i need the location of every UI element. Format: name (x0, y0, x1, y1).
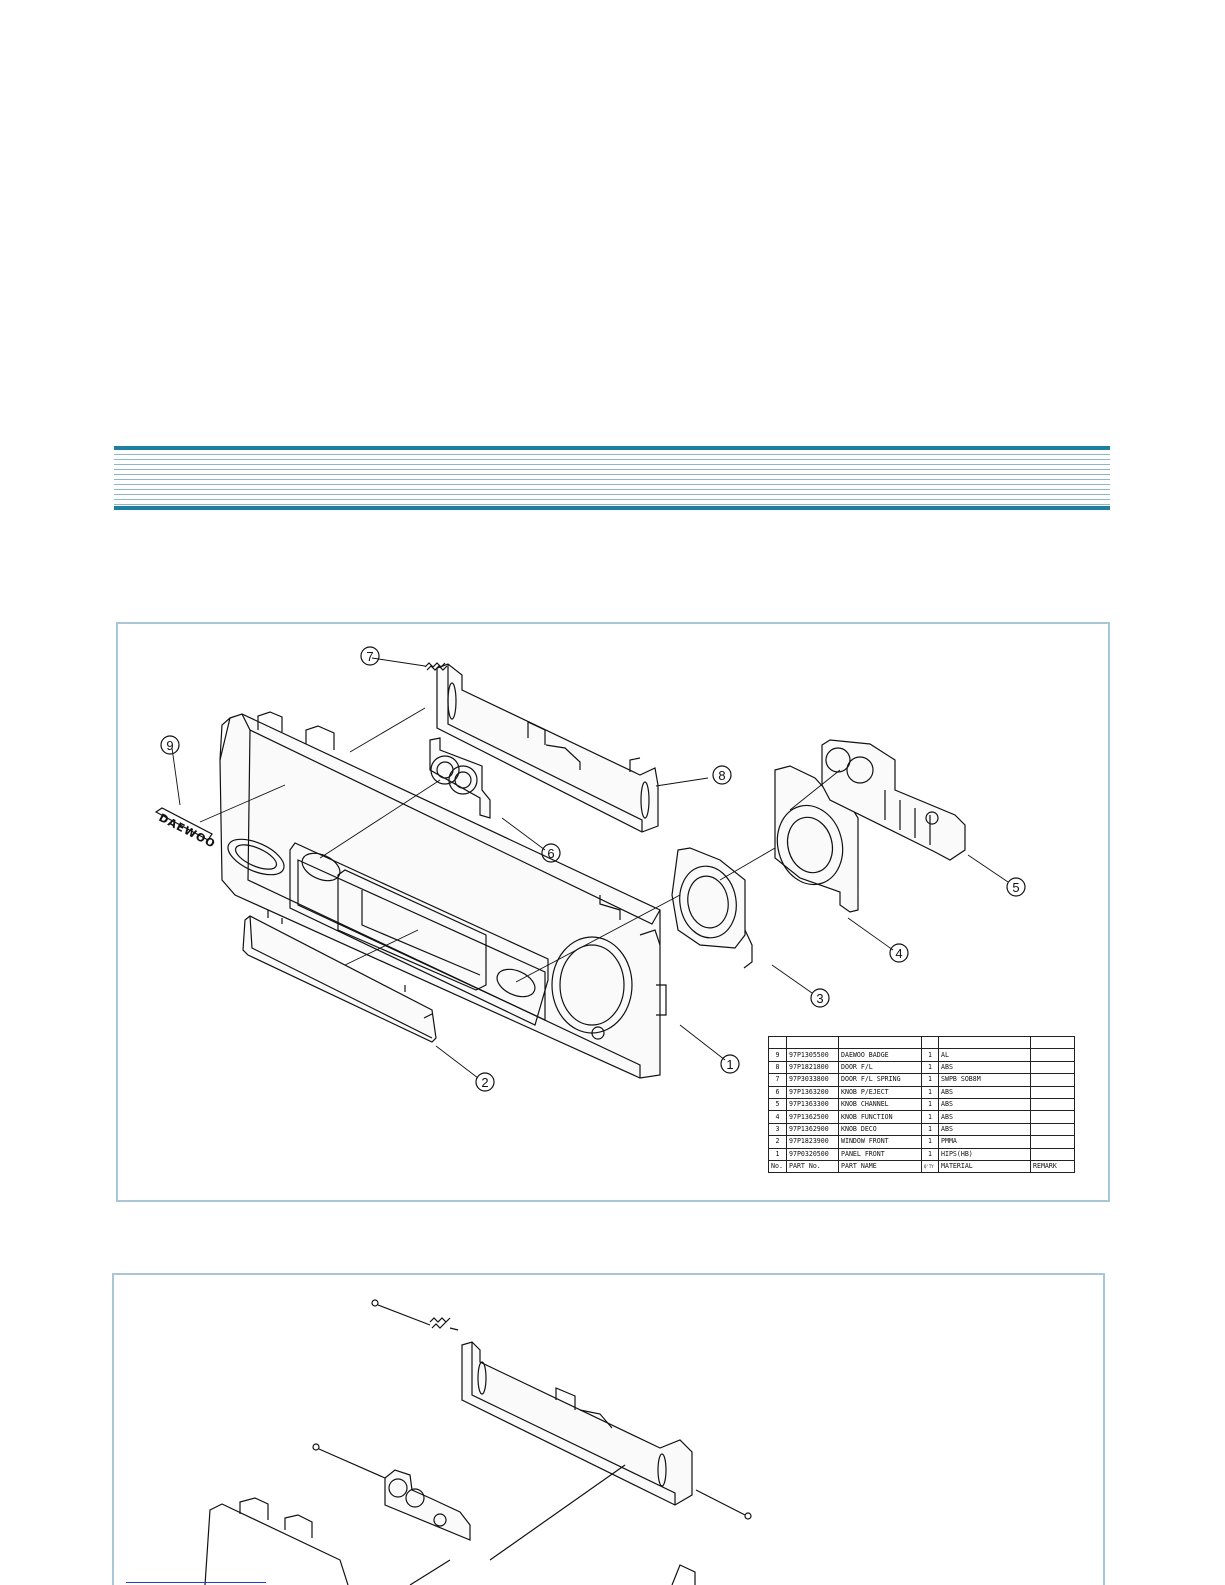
cell-no: 1 (769, 1148, 787, 1160)
col-part-no: PART No. (787, 1160, 839, 1172)
cell-part-name: DOOR F/L (839, 1061, 922, 1073)
cell-part-no: 97P1362500 (787, 1111, 839, 1123)
table-row (769, 1123, 1075, 1135)
cell-no: 5 (769, 1098, 787, 1110)
cell-qty: 1 (922, 1098, 939, 1110)
cell-qty: 1 (922, 1148, 939, 1160)
callout-label-8: 8 (718, 768, 726, 783)
cell-part-name: WINDOW FRONT (839, 1136, 922, 1148)
parts-table (768, 1036, 1075, 1173)
cell-remark (1031, 1111, 1075, 1123)
cell-remark (1031, 1136, 1075, 1148)
callout-label-1: 1 (726, 1057, 734, 1072)
cell-part-name: KNOB DECO (839, 1123, 922, 1135)
cell-no: 2 (769, 1136, 787, 1148)
table-header-row (769, 1160, 1075, 1172)
cell-qty: 1 (922, 1074, 939, 1086)
exploded-view-2-drawing (205, 1300, 751, 1585)
cell-no: 8 (769, 1061, 787, 1073)
table-row (769, 1111, 1075, 1123)
col-no: No. (769, 1160, 787, 1172)
cell-part-name: DAEWOO BADGE (839, 1049, 922, 1061)
table-row (769, 1148, 1075, 1160)
table-row (769, 1098, 1075, 1110)
cell-qty: 1 (922, 1061, 939, 1073)
cell-no: 7 (769, 1074, 787, 1086)
door-fl-part (437, 664, 658, 832)
cell-remark (1031, 1148, 1075, 1160)
cell-qty: 1 (922, 1049, 939, 1061)
callout-label-4: 4 (895, 946, 903, 961)
cell-qty: 1 (922, 1123, 939, 1135)
callout-label-6: 6 (547, 846, 555, 861)
table-row (769, 1086, 1075, 1098)
col-remark: REMARK (1031, 1160, 1075, 1172)
cell-remark (1031, 1061, 1075, 1073)
callout-label-7: 7 (366, 649, 374, 664)
cell-material: ABS (939, 1111, 1031, 1123)
cell-part-no: 97P1823900 (787, 1136, 839, 1148)
col-material: MATERIAL (939, 1160, 1031, 1172)
cell-part-no: 97P3033800 (787, 1074, 839, 1086)
cell-part-name: KNOB FUNCTION (839, 1111, 922, 1123)
cell-part-name: PANEL FRONT (839, 1148, 922, 1160)
cell-no: 4 (769, 1111, 787, 1123)
daewoo-badge-part (156, 808, 218, 851)
cell-part-name: KNOB P/EJECT (839, 1086, 922, 1098)
cell-material: HIPS(HB) (939, 1148, 1031, 1160)
table-row (769, 1037, 1075, 1049)
cell-material: ABS (939, 1061, 1031, 1073)
cell-remark (1031, 1049, 1075, 1061)
cell-material: ABS (939, 1123, 1031, 1135)
cell-qty: 1 (922, 1111, 939, 1123)
cell-part-no: 97P1305500 (787, 1049, 839, 1061)
col-part-name: PART NAME (839, 1160, 922, 1172)
table-row (769, 1061, 1075, 1073)
table-row (769, 1136, 1075, 1148)
cell-qty: 1 (922, 1136, 939, 1148)
cell-material: PMMA (939, 1136, 1031, 1148)
cell-material: ABS (939, 1098, 1031, 1110)
cell-part-name: DOOR F/L SPRING (839, 1074, 922, 1086)
table-row (769, 1074, 1075, 1086)
cell-part-no: 97P1821800 (787, 1061, 839, 1073)
parts-table-body (769, 1037, 1075, 1161)
cell-remark (1031, 1098, 1075, 1110)
callout-label-2: 2 (481, 1075, 489, 1090)
cell-part-no: 97P1363300 (787, 1098, 839, 1110)
cell-part-no: 97P0320500 (787, 1148, 839, 1160)
cell-no: 6 (769, 1086, 787, 1098)
knob-deco-part (672, 848, 752, 968)
cell-remark (1031, 1074, 1075, 1086)
cell-qty: 1 (922, 1086, 939, 1098)
footer-link-underline[interactable] (126, 1582, 266, 1583)
cell-part-name: KNOB CHANNEL (839, 1098, 922, 1110)
cell-part-no: 97P1363200 (787, 1086, 839, 1098)
cell-part-no: 97P1362900 (787, 1123, 839, 1135)
badge-label: DAEWOO (156, 811, 218, 851)
cell-material: ABS (939, 1086, 1031, 1098)
col-qty: Q'TY (922, 1160, 939, 1172)
cell-no: 9 (769, 1049, 787, 1061)
callout-label-5: 5 (1012, 880, 1020, 895)
cell-remark (1031, 1086, 1075, 1098)
callout-label-9: 9 (166, 738, 174, 753)
table-row (769, 1049, 1075, 1061)
cell-material: SWPB SOB8M (939, 1074, 1031, 1086)
callout-label-3: 3 (816, 991, 824, 1006)
cell-material: AL (939, 1049, 1031, 1061)
cell-no: 3 (769, 1123, 787, 1135)
cell-remark (1031, 1123, 1075, 1135)
